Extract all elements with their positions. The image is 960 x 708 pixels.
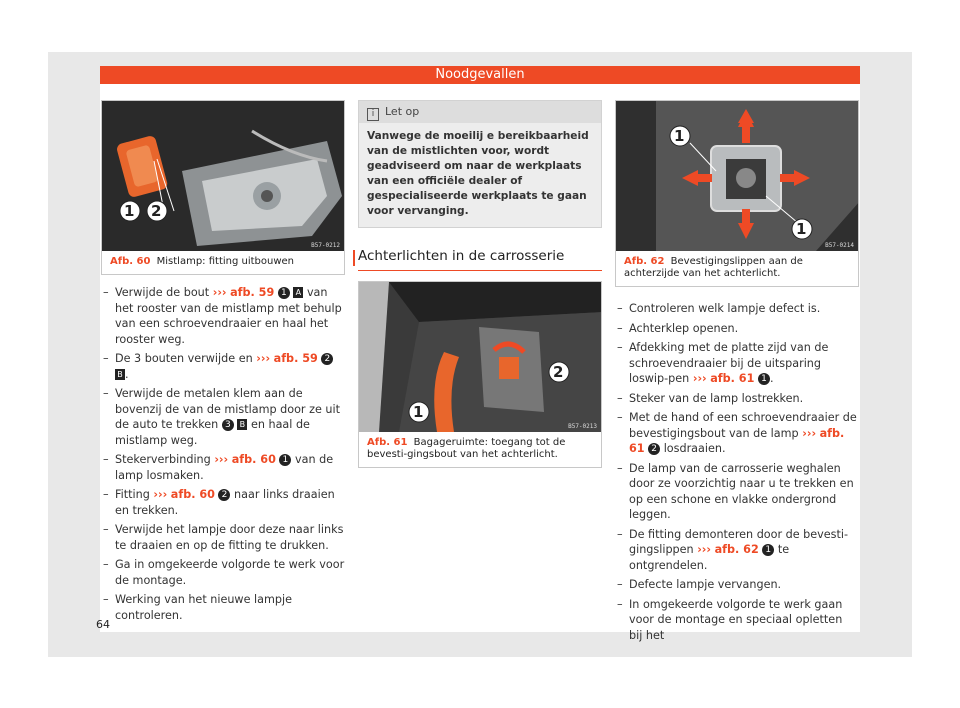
callout-1-lower: 1	[796, 220, 807, 238]
callout-2: 2	[151, 202, 162, 220]
list-item: – Met de hand of een schroevendraaier de bevestigingsbout van de lamp ››› afb. 61 2 losdraaien.	[615, 410, 859, 457]
figure-link[interactable]: afb. 61	[629, 426, 845, 455]
figure-caption	[616, 251, 858, 286]
steps-list-3	[615, 301, 859, 643]
figure-link[interactable]: afb. 61	[710, 372, 755, 385]
list-item: – Stekerverbinding ››› afb. 60 1 van de lamp losmaken.	[101, 452, 345, 483]
callout-1: 1	[674, 127, 685, 145]
note-title: Let op	[385, 105, 420, 118]
list-item: – Fitting ››› afb. 60 2 naar links draaien en trekken.	[101, 487, 345, 518]
figure-60-callouts	[102, 101, 344, 251]
list-item: – Achterklep openen.	[615, 321, 859, 337]
column-3	[615, 100, 859, 647]
figure-label: Afb. 62	[624, 256, 665, 267]
figure-code: B57-0214	[825, 242, 854, 249]
info-icon: i	[367, 108, 379, 121]
callout-1: 1	[124, 202, 135, 220]
figure-link[interactable]: afb. 59	[230, 286, 275, 299]
note-box	[358, 100, 602, 228]
callout-1: 1	[413, 403, 424, 421]
figure-label: Afb. 61	[367, 437, 408, 448]
page-header: Noodgevallen	[100, 66, 860, 84]
figure-link[interactable]: afb. 62	[714, 543, 759, 556]
figure-60	[101, 100, 345, 275]
figure-61-callouts	[359, 282, 601, 432]
figure-caption	[359, 432, 601, 467]
figure-link[interactable]: afb. 60	[170, 488, 215, 501]
list-item: – Afdekking met de platte zijd van de schroevendraaier bij de uitsparing loswip-pen ››› afb. 61 1 .	[615, 340, 859, 387]
column-1	[101, 100, 345, 627]
list-item: – Werking van het nieuwe lampje controleren.	[101, 592, 345, 623]
list-item: – Steker van de lamp lostrekken.	[615, 391, 859, 407]
list-item: – Defecte lampje vervangen.	[615, 577, 859, 593]
figure-code: B57-0212	[311, 242, 340, 249]
figure-caption-text: Mistlamp: fitting uitbouwen	[156, 256, 295, 267]
list-item: – Verwijde de metalen klem aan de bovenzij de van de mistlamp door ze uit de auto te trekken 3 B en haal de mistlamp weg.	[101, 386, 345, 448]
note-header	[359, 101, 601, 123]
steps-list-1	[101, 285, 345, 623]
list-item: – Verwijde het lampje door deze naar links te draaien en op de fitting te drukken.	[101, 522, 345, 553]
figure-caption-text: Bevestigingslippen aan de achterzijde van het achterlicht.	[624, 256, 803, 279]
figure-caption	[102, 251, 344, 274]
page-number: 64	[96, 618, 110, 631]
list-item: – De fitting demonteren door de bevesti-gingslippen ››› afb. 62 1 te ontgrendelen.	[615, 527, 859, 574]
figure-link[interactable]: afb. 59	[273, 352, 318, 365]
list-item: – Controleren welk lampje defect is.	[615, 301, 859, 317]
list-item: – De 3 bouten verwijde en ››› afb. 59 2 B .	[101, 351, 345, 382]
column-2	[358, 100, 602, 468]
tail-light-photo	[616, 101, 858, 251]
trunk-photo	[359, 282, 601, 432]
figure-62	[615, 100, 859, 287]
list-item: – De lamp van de carrosserie weghalen door ze voorzichtig naar u te trekken en op een schone en vlakke ondergrond leggen.	[615, 461, 859, 523]
figure-label: Afb. 60	[110, 256, 151, 267]
figure-caption-text: Bagageruimte: toegang tot de bevesti-gingsbout van het achterlicht.	[367, 437, 566, 460]
figure-61	[358, 281, 602, 468]
section-title: Achterlichten in de carrosserie	[358, 248, 602, 271]
page-content	[100, 84, 860, 642]
fog-lamp-photo	[102, 101, 344, 251]
figure-code: B57-0213	[568, 423, 597, 430]
list-item: – Verwijde de bout ››› afb. 59 1 A van het rooster van de mistlamp met behulp van een schroevendraaier en haal het rooster weg.	[101, 285, 345, 347]
figure-62-callouts	[616, 101, 858, 251]
note-body: Vanwege de moeilij e bereikbaarheid van de mistlichten voor, wordt geadviseerd om naar de werkplaats van een officiële dealer of gespecialiseerde werkplaats te gaan voor vervanging.	[367, 130, 589, 217]
list-item: – In omgekeerde volgorde te werk gaan voor de montage en speciaal opletten bij het	[615, 597, 859, 644]
callout-2: 2	[553, 363, 564, 381]
list-item: – Ga in omgekeerde volgorde te werk voor de montage.	[101, 557, 345, 588]
figure-link[interactable]: afb. 60	[231, 453, 276, 466]
